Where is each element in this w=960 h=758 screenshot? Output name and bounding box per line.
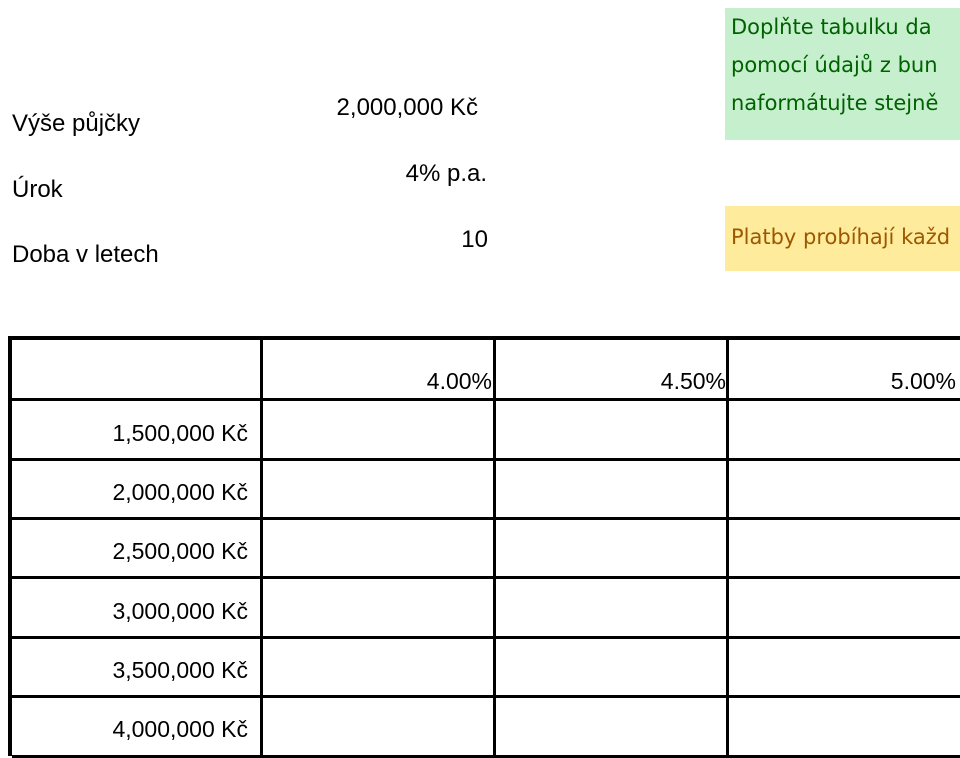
loan-amount-row-5[interactable]: 3,500,000 Kč: [112, 657, 248, 683]
instruction-note-green[interactable]: [725, 8, 960, 140]
row-divider: [12, 695, 960, 698]
row-divider: [12, 576, 960, 579]
loan-amount-row-4[interactable]: 3,000,000 Kč: [112, 598, 248, 624]
rate-header-3[interactable]: 5.00%: [890, 368, 956, 394]
loan-amount-label: Výše půjčky: [12, 110, 141, 137]
interest-label: Úrok: [12, 176, 63, 203]
rate-header-2[interactable]: 4.50%: [660, 368, 726, 394]
loan-amount-row-1[interactable]: 1,500,000 Kč: [112, 420, 248, 446]
column-divider: [726, 340, 729, 756]
instruction-line-3: naformátujte stejně: [731, 91, 939, 115]
row-divider: [12, 458, 960, 461]
payment-table: [8, 336, 960, 756]
row-divider: [12, 517, 960, 520]
instruction-note-yellow[interactable]: Platby probíhají každ: [725, 206, 960, 271]
instruction-line-2: pomocí údajů z bun: [731, 53, 938, 77]
loan-amount-value[interactable]: 2,000,000 Kč: [336, 94, 478, 121]
column-divider: [260, 340, 263, 756]
years-value[interactable]: 10: [461, 226, 488, 253]
instruction-line-1: Doplňte tabulku da: [731, 15, 932, 39]
loan-amount-row-6[interactable]: 4,000,000 Kč: [112, 716, 248, 742]
interest-value[interactable]: 4% p.a.: [405, 160, 487, 187]
column-divider: [493, 340, 496, 756]
row-divider: [12, 636, 960, 639]
years-label: Doba v letech: [12, 241, 159, 268]
loan-amount-row-3[interactable]: 2,500,000 Kč: [112, 538, 248, 564]
loan-amount-row-2[interactable]: 2,000,000 Kč: [112, 479, 248, 505]
rate-header-1[interactable]: 4.00%: [426, 368, 492, 394]
row-divider: [12, 398, 960, 401]
